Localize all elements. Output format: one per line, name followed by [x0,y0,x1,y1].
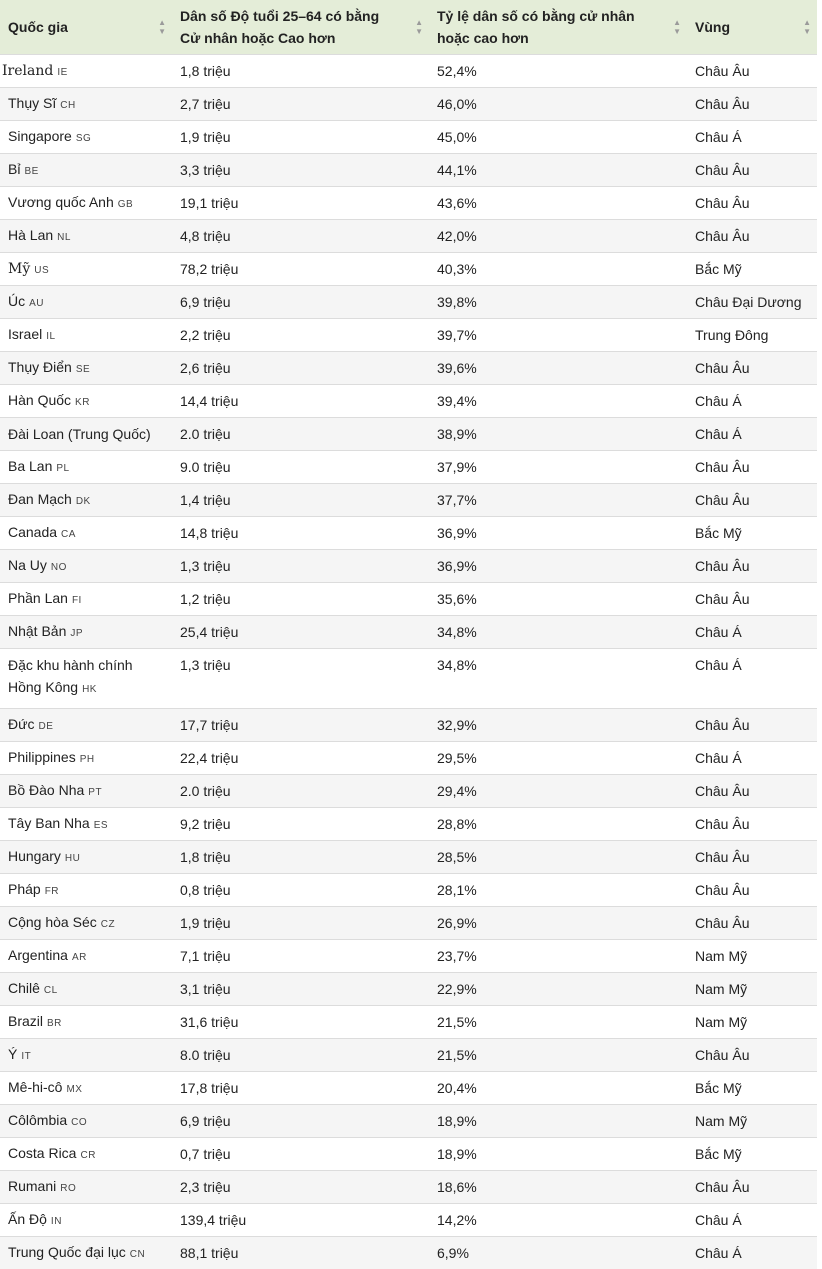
table-row [0,874,817,907]
country-name: Costa Rica [8,1145,76,1161]
country-cell [0,616,172,649]
table-row [0,616,817,649]
table-row [0,841,817,874]
country-code: BE [24,166,38,177]
table-row [0,1138,817,1171]
sort-icon[interactable] [415,18,423,36]
population-cell: 1,9 triệu [172,907,429,940]
table-row [0,187,817,220]
region-cell: Châu Âu [687,1039,817,1072]
region-cell: Châu Âu [687,874,817,907]
country-name: Bỉ [8,161,20,177]
ratio-cell: 44,1% [429,154,687,187]
column-header-region[interactable] [687,0,817,55]
population-cell: 19,1 triệu [172,187,429,220]
ratio-cell: 40,3% [429,253,687,286]
region-cell: Châu Âu [687,187,817,220]
population-cell: 2,3 triệu [172,1171,429,1204]
ratio-cell: 21,5% [429,1039,687,1072]
ratio-cell: 32,9% [429,709,687,742]
ratio-cell: 28,8% [429,808,687,841]
country-cell [0,55,172,88]
population-cell: 3,1 triệu [172,973,429,1006]
region-cell: Châu Á [687,649,817,709]
region-cell: Châu Âu [687,451,817,484]
region-cell: Châu Âu [687,808,817,841]
region-cell: Châu Âu [687,709,817,742]
population-cell: 139,4 triệu [172,1204,429,1237]
country-code: SG [76,133,91,144]
region-cell: Châu Á [687,121,817,154]
region-cell: Nam Mỹ [687,1105,817,1138]
table-row [0,484,817,517]
country-code: NO [51,562,67,573]
country-cell [0,1105,172,1138]
country-cell [0,649,172,709]
country-name: Pháp [8,881,41,897]
ratio-cell: 39,7% [429,319,687,352]
population-cell: 6,9 triệu [172,286,429,319]
region-cell: Châu Âu [687,907,817,940]
country-cell [0,1204,172,1237]
ratio-cell: 23,7% [429,940,687,973]
region-cell: Trung Đông [687,319,817,352]
country-name: Thụy Sĩ [8,95,56,111]
country-code: BR [47,1018,62,1029]
sort-down-icon: ▼ [673,27,681,36]
region-cell: Châu Âu [687,550,817,583]
population-cell: 17,8 triệu [172,1072,429,1105]
table-row [0,88,817,121]
ratio-cell: 37,7% [429,484,687,517]
country-cell [0,709,172,742]
country-cell [0,1039,172,1072]
country-name: Canada [8,524,57,540]
country-cell [0,1072,172,1105]
population-cell: 22,4 triệu [172,742,429,775]
region-cell: Bắc Mỹ [687,1072,817,1105]
population-cell: 1,3 triệu [172,550,429,583]
country-name: Côlômbia [8,1112,67,1128]
region-cell: Châu Âu [687,841,817,874]
country-cell [0,841,172,874]
country-name: Ấn Độ [8,1211,47,1227]
country-cell [0,451,172,484]
table-row [0,940,817,973]
table-row [0,253,817,286]
ratio-cell: 26,9% [429,907,687,940]
country-code: CH [60,100,75,111]
ratio-cell: 28,1% [429,874,687,907]
country-code: IT [21,1051,31,1062]
country-cell [0,517,172,550]
country-name: Úc [8,293,25,309]
country-cell [0,88,172,121]
ratio-cell: 52,4% [429,55,687,88]
country-name: Hàn Quốc [8,392,71,408]
column-header-label: Quốc gia [8,19,68,35]
country-code: PH [80,754,95,765]
ratio-cell: 18,6% [429,1171,687,1204]
region-cell: Châu Á [687,418,817,451]
population-cell: 1,8 triệu [172,55,429,88]
sort-down-icon: ▼ [415,27,423,36]
ratio-cell: 29,4% [429,775,687,808]
population-cell: 1,8 triệu [172,841,429,874]
country-cell [0,1171,172,1204]
region-cell: Châu Âu [687,88,817,121]
country-cell [0,1237,172,1269]
table-row [0,907,817,940]
population-cell: 1,4 triệu [172,484,429,517]
population-cell: 9,2 triệu [172,808,429,841]
country-code: CZ [101,919,115,930]
country-code: JP [70,628,83,639]
ratio-cell: 43,6% [429,187,687,220]
population-cell: 6,9 triệu [172,1105,429,1138]
country-code: RO [60,1183,76,1194]
population-cell: 8.0 triệu [172,1039,429,1072]
population-cell: 2,6 triệu [172,352,429,385]
ratio-cell: 18,9% [429,1138,687,1171]
table-row [0,319,817,352]
country-cell [0,286,172,319]
column-header-ratio[interactable] [429,0,687,55]
country-code: FR [45,886,59,897]
country-cell [0,940,172,973]
country-cell [0,583,172,616]
region-cell: Châu Đại Dương [687,286,817,319]
column-header-label: Vùng [695,19,730,35]
sort-down-icon: ▼ [803,27,811,36]
ratio-cell: 28,5% [429,841,687,874]
country-code: CO [71,1117,87,1128]
region-cell: Châu Âu [687,583,817,616]
country-name: Bồ Đào Nha [8,782,84,798]
table-row [0,418,817,451]
sort-icon[interactable] [673,18,681,36]
country-name: Nhật Bản [8,623,66,639]
sort-up-icon: ▲ [158,18,166,27]
country-name: Singapore [8,128,72,144]
table-row [0,1171,817,1204]
country-cell [0,154,172,187]
region-cell: Nam Mỹ [687,1006,817,1039]
country-name: Tây Ban Nha [8,815,90,831]
ratio-cell: 36,9% [429,517,687,550]
country-name: Philippines [8,749,76,765]
table-row [0,775,817,808]
country-name: Phần Lan [8,590,68,606]
country-name: Ireland [2,63,53,79]
sort-down-icon: ▼ [158,27,166,36]
region-cell: Châu Á [687,742,817,775]
ratio-cell: 35,6% [429,583,687,616]
table-row [0,973,817,1006]
population-cell: 0,7 triệu [172,1138,429,1171]
population-cell: 1,2 triệu [172,583,429,616]
country-cell [0,121,172,154]
ratio-cell: 22,9% [429,973,687,1006]
population-cell: 88,1 triệu [172,1237,429,1269]
population-cell: 2.0 triệu [172,775,429,808]
ratio-cell: 34,8% [429,649,687,709]
table-row [0,121,817,154]
region-cell: Nam Mỹ [687,940,817,973]
region-cell: Bắc Mỹ [687,517,817,550]
column-header-population[interactable] [172,0,429,55]
ratio-cell: 14,2% [429,1204,687,1237]
country-cell [0,907,172,940]
country-cell [0,973,172,1006]
country-code: HU [65,853,80,864]
country-cell [0,253,172,286]
sort-icon[interactable] [158,18,166,36]
country-code: CL [44,985,58,996]
country-code: CR [80,1150,95,1161]
country-name: Ba Lan [8,458,52,474]
country-code: AR [72,952,87,963]
region-cell: Châu Âu [687,775,817,808]
ratio-cell: 29,5% [429,742,687,775]
table-row [0,1237,817,1269]
country-code: FI [72,595,82,606]
ratio-cell: 39,4% [429,385,687,418]
ratio-cell: 38,9% [429,418,687,451]
ratio-cell: 36,9% [429,550,687,583]
country-name: Đức [8,716,34,732]
country-cell [0,352,172,385]
country-code: IN [51,1216,62,1227]
country-code: PL [56,463,69,474]
country-cell [0,550,172,583]
country-code: DE [38,721,53,732]
country-code: US [34,265,49,276]
table-row [0,451,817,484]
region-cell: Châu Âu [687,1171,817,1204]
country-name: Israel [8,326,42,342]
table-row [0,154,817,187]
country-name: Hungary [8,848,61,864]
table-row [0,1204,817,1237]
country-name: Đặc khu hành chính Hồng Kông [8,657,133,695]
country-name: Hà Lan [8,227,53,243]
ratio-cell: 37,9% [429,451,687,484]
table-row [0,1006,817,1039]
country-name: Mê-hi-cô [8,1079,62,1095]
country-cell [0,220,172,253]
country-name: Thụy Điển [8,359,72,375]
ratio-cell: 39,8% [429,286,687,319]
table-row [0,286,817,319]
region-cell: Châu Á [687,1237,817,1269]
country-cell [0,775,172,808]
country-name: Vương quốc Anh [8,194,114,210]
region-cell: Châu Âu [687,220,817,253]
table-row [0,352,817,385]
column-header-country[interactable] [0,0,172,55]
country-code: CA [61,529,76,540]
country-code: CN [130,1249,145,1260]
population-cell: 1,9 triệu [172,121,429,154]
ratio-cell: 46,0% [429,88,687,121]
region-cell: Châu Âu [687,352,817,385]
country-code: NL [57,232,71,243]
population-cell: 1,3 triệu [172,649,429,709]
population-cell: 25,4 triệu [172,616,429,649]
column-header-label: Dân số Độ tuổi 25–64 có bằng Cử nhân hoặc Cao hơn [180,8,379,46]
ratio-cell: 20,4% [429,1072,687,1105]
population-cell: 4,8 triệu [172,220,429,253]
country-code: GB [118,199,133,210]
country-cell [0,1006,172,1039]
table-row [0,1105,817,1138]
country-code: DK [76,496,91,507]
country-name: Argentina [8,947,68,963]
country-cell [0,319,172,352]
table-body [0,55,817,1269]
table-row [0,385,817,418]
ratio-cell: 45,0% [429,121,687,154]
country-cell [0,418,172,451]
population-cell: 9.0 triệu [172,451,429,484]
country-code: AU [29,298,44,309]
table-header-row [0,0,817,55]
region-cell: Châu Á [687,616,817,649]
country-name: Cộng hòa Séc [8,914,97,930]
country-name: Đan Mạch [8,491,72,507]
country-name: Rumani [8,1178,56,1194]
population-cell: 2,7 triệu [172,88,429,121]
country-name: Đài Loan (Trung Quốc) [8,426,151,442]
country-name: Mỹ [8,261,30,277]
sort-icon[interactable] [803,18,811,36]
population-cell: 31,6 triệu [172,1006,429,1039]
region-cell: Bắc Mỹ [687,253,817,286]
country-name: Na Uy [8,557,47,573]
ratio-cell: 34,8% [429,616,687,649]
country-cell [0,742,172,775]
country-name: Trung Quốc đại lục [8,1244,126,1260]
population-cell: 7,1 triệu [172,940,429,973]
population-cell: 2.0 triệu [172,418,429,451]
table-row [0,1039,817,1072]
population-cell: 2,2 triệu [172,319,429,352]
country-cell [0,385,172,418]
country-cell [0,1138,172,1171]
ratio-cell: 21,5% [429,1006,687,1039]
country-code: HK [82,684,97,695]
table-row [0,709,817,742]
region-cell: Bắc Mỹ [687,1138,817,1171]
table-row [0,808,817,841]
country-cell [0,874,172,907]
population-cell: 17,7 triệu [172,709,429,742]
population-cell: 0,8 triệu [172,874,429,907]
region-cell: Châu Âu [687,154,817,187]
column-header-label: Tỷ lệ dân số có bằng cử nhân hoặc cao hơn [437,8,635,46]
ratio-cell: 6,9% [429,1237,687,1269]
table-row [0,649,817,709]
ratio-cell: 18,9% [429,1105,687,1138]
table-row [0,550,817,583]
region-cell: Châu Âu [687,484,817,517]
country-name: Ý [8,1046,17,1062]
population-cell: 3,3 triệu [172,154,429,187]
region-cell: Châu Âu [687,55,817,88]
country-code: MX [66,1084,82,1095]
table-row [0,517,817,550]
country-code: KR [75,397,90,408]
region-cell: Nam Mỹ [687,973,817,1006]
ratio-cell: 42,0% [429,220,687,253]
population-cell: 78,2 triệu [172,253,429,286]
sort-up-icon: ▲ [673,18,681,27]
table-row [0,742,817,775]
country-cell [0,187,172,220]
country-code: PT [88,787,102,798]
country-cell [0,808,172,841]
table-row [0,220,817,253]
table-row [0,55,817,88]
region-cell: Châu Á [687,1204,817,1237]
country-name: Brazil [8,1013,43,1029]
country-code: IE [57,67,67,78]
country-code: ES [94,820,108,831]
ratio-cell: 39,6% [429,352,687,385]
population-cell: 14,4 triệu [172,385,429,418]
region-cell: Châu Á [687,385,817,418]
sort-up-icon: ▲ [803,18,811,27]
table-row [0,1072,817,1105]
country-code: SE [76,364,90,375]
country-code: IL [46,331,55,342]
country-name: Chilê [8,980,40,996]
table-row [0,583,817,616]
country-cell [0,484,172,517]
sort-up-icon: ▲ [415,18,423,27]
population-cell: 14,8 triệu [172,517,429,550]
